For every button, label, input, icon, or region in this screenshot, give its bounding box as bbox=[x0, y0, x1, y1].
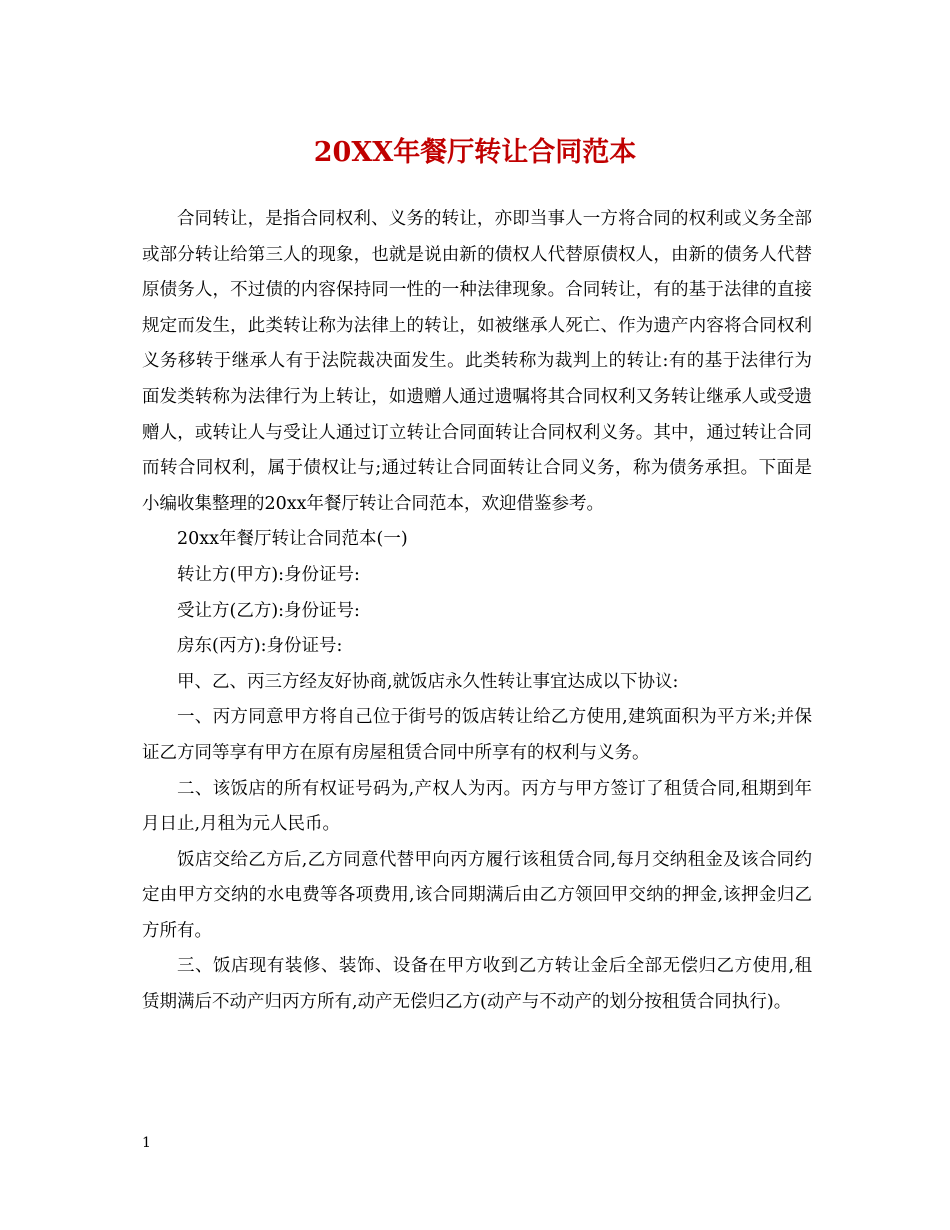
section-heading: 20xx年餐厅转让合同范本(一) bbox=[177, 529, 408, 550]
clause-two: 二、该饭店的所有权证号码为,产权人为丙。丙方与甲方签订了租赁合同,租期到年月日止,月租为元人民币。 bbox=[142, 778, 812, 835]
clause-two-continued: 饭店交给乙方后,乙方同意代替甲向丙方履行该租赁合同,每月交纳租金及该合同约定由甲方交纳的水电费等各项费用,该合同期满后由乙方领回甲交纳的押金,该押金归乙方所有。 bbox=[142, 849, 812, 941]
intro-paragraph: 合同转让，是指合同权利、义务的转让，亦即当事人一方将合同的权利或义务全部或部分转让给第三人的现象，也就是说由新的债权人代替原债权人，由新的债务人代替原债务人，不过债的内容保持同一性的一种法律现象。合同转让，有的基于法律的直接规定而发生，此类转让称为法律上的转让，如被继承人死亡、作为遗产内容将合同权利义务移转于继承人有于法院裁决面发生。此类转称为裁判上的转让:有的基于法律行为面发类转称为法律行为上转让，如遗赠人通过遗嘱将其合同权利又务转让继承人或受遗赠人，或转让人与受让人通过订立转让合同面转让合同权利义务。其中，通过转让合同而转合同权利，属于债权让与;通过转让合同面转让合同义务，称为债务承担。下面是小编收集整理的20xx年餐厅转让合同范本，欢迎借鉴参考。 bbox=[142, 209, 812, 514]
document-body bbox=[142, 202, 812, 1021]
clause-three: 三、饭店现有装修、装饰、设备在甲方收到乙方转让金后全部无偿归乙方使用,租赁期满后不动产归丙方所有,动产无偿归乙方(动产与不动产的划分按租赁合同执行)。 bbox=[142, 956, 812, 1013]
landlord-line: 房东(丙方):身份证号: bbox=[177, 636, 343, 657]
agreement-preamble: 甲、乙、丙三方经友好协商,就饭店永久性转让事宜达成以下协议: bbox=[177, 671, 679, 692]
transferor-line: 转让方(甲方):身份证号: bbox=[177, 564, 360, 585]
page-number: 1 bbox=[142, 1135, 151, 1151]
document-title: 20XX年餐厅转让合同范本 bbox=[313, 137, 637, 168]
clause-one: 一、丙方同意甲方将自己位于街号的饭店转让给乙方使用,建筑面积为平方米;并保证乙方同等享有甲方在原有房屋租赁合同中所享有的权利与义务。 bbox=[142, 707, 812, 763]
transferee-line: 受让方(乙方):身份证号: bbox=[177, 600, 360, 621]
